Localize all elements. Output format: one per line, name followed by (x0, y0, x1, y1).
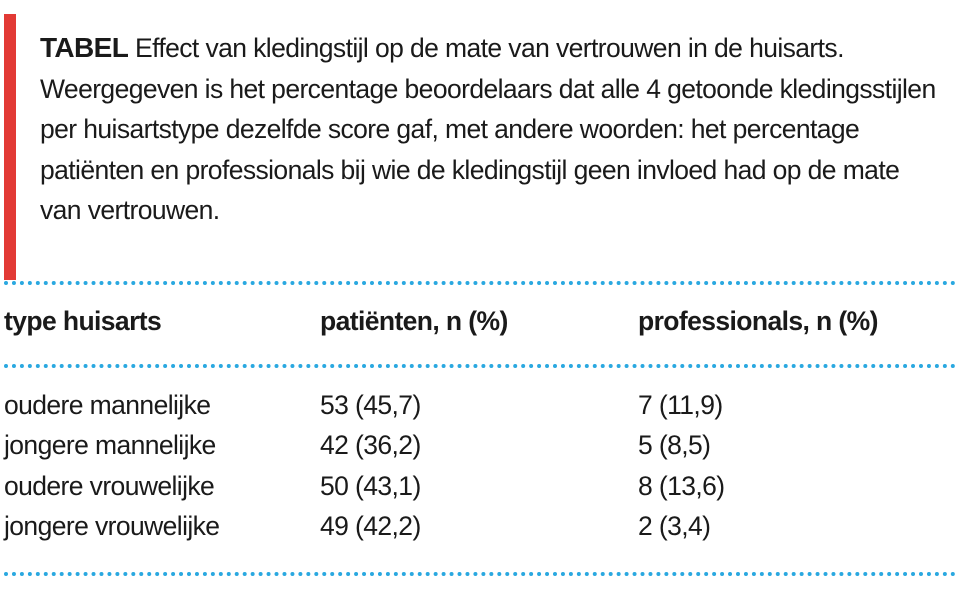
cell-type: oudere vrouwelijke (4, 471, 215, 501)
divider-bottom (4, 572, 956, 576)
cell-professionals: 7 (11,9) (638, 390, 723, 420)
cell-type: jongere vrouwelijke (4, 511, 220, 541)
cell-professionals: 8 (13,6) (638, 471, 725, 501)
cell-type: jongere mannelijke (4, 430, 216, 460)
cell-patienten: 53 (45,7) (320, 390, 421, 420)
cell-professionals: 5 (8,5) (638, 430, 711, 460)
divider-top (4, 281, 956, 285)
caption-label: TABEL (40, 32, 129, 63)
accent-bar (4, 14, 16, 280)
cell-professionals: 2 (3,4) (638, 511, 711, 541)
table-row (4, 430, 954, 470)
header-type-huisarts: type huisarts (4, 306, 162, 336)
table-header-row (4, 306, 954, 346)
divider-header (4, 364, 956, 368)
table-row (4, 471, 954, 511)
table-caption (40, 28, 940, 231)
cell-patienten: 42 (36,2) (320, 430, 421, 460)
table-row (4, 390, 954, 430)
cell-patienten: 50 (43,1) (320, 471, 421, 501)
header-patienten: patiënten, n (%) (320, 306, 508, 336)
header-professionals: professionals, n (%) (638, 306, 878, 336)
table-row (4, 511, 954, 551)
caption-text: Effect van kledingstijl op de mate van vertrouwen in de huisarts. Weergegeven is het percentage beoordelaars dat alle 4 getoonde kledingsstijlen per huisartstype dezelfde score gaf, met andere woorden: het percentage patiënten en professionals bij wie de kledingstijl geen invloed had op de mate van vertrouwen. (40, 33, 936, 225)
cell-type: oudere mannelijke (4, 390, 211, 420)
cell-patienten: 49 (42,2) (320, 511, 421, 541)
